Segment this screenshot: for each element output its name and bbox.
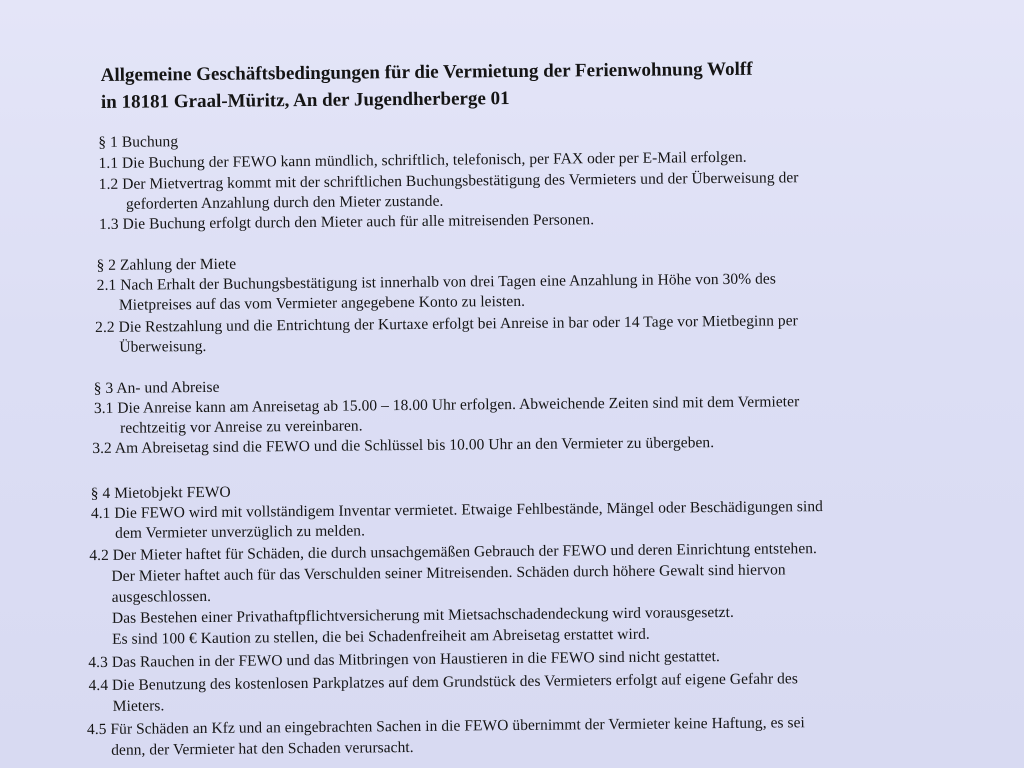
clause-2-1: 2.1 Nach Erhalt der Buchungsbestätigung ist innerhalb von drei Tagen eine Anzahlung in Höhe von 30% des [96, 270, 776, 294]
clause-4-4: 4.4 Die Benutzung des kostenlosen Parkplatzes auf dem Grundstück des Vermieters erfolgt auf eigene Gefahr des [88, 670, 798, 695]
clause-4-2-cont-2: ausgeschlossen. [111, 587, 212, 606]
clause-4-1: 4.1 Die FEWO wird mit vollständigem Inventar vermietet. Etwaige Fehlbestände, Mängel oder Beschädigungen sind [90, 498, 824, 523]
clause-2-1-cont: Mietpreises auf das vom Vermieter angegebene Konto zu leisten. [118, 292, 526, 314]
clause-3-1: 3.1 Die Anreise kann am Anreisetag ab 15.00 – 18.00 Uhr erfolgen. Abweichende Zeiten sind mit dem Vermieter [93, 393, 800, 418]
clause-4-2-insurance: Das Bestehen einer Privathaftpflichtversicherung mit Mietsachschadendeckung wird vorausgesetzt. [111, 603, 734, 627]
section-heading-1: § 1 Buchung [98, 133, 179, 151]
clause-4-1-cont: dem Vermieter unverzüglich zu melden. [115, 522, 366, 542]
document-title-line-2: in 18181 Graal-Müritz, An der Jugendherberge 01 [100, 88, 510, 113]
section-heading-2: § 2 Zahlung der Miete [96, 255, 237, 274]
document-title-line-1: Allgemeine Geschäftsbedingungen für die Vermietung der Ferienwohnung Wolff [100, 58, 753, 86]
section-heading-3: § 3 An- und Abreise [93, 378, 220, 398]
clause-4-2-cont-1: Der Mieter haftet auch für das Verschulden seiner Mitreisenden. Schäden durch höhere Gewalt sind hiervon [111, 561, 786, 585]
clause-3-2: 3.2 Am Abreisetag sind die FEWO und die Schlüssel bis 10.00 Uhr an den Vermieter zu übergeben. [92, 434, 715, 458]
clause-4-2: 4.2 Der Mieter haftet für Schäden, die durch unsachgemäßen Gebrauch der FEWO und deren Einrichtung entstehen. [89, 540, 818, 565]
clause-4-3: 4.3 Das Rauchen in der FEWO und das Mitbringen von Haustieren in die FEWO sind nicht gestattet. [88, 648, 720, 672]
clause-1-2: 1.2 Der Mietvertrag kommt mit der schriftlichen Buchungsbestätigung des Vermieters und der Überweisung der [98, 169, 799, 193]
clause-1-2-cont: geforderten Anzahlung durch den Mieter zustande. [125, 192, 444, 213]
clause-2-2-cont: Überweisung. [119, 337, 207, 356]
clause-4-4-cont: Mieters. [112, 697, 165, 715]
clause-4-2-deposit: Es sind 100 € Kaution zu stellen, die bei Schadenfreiheit am Abreisetag erstattet wird. [112, 625, 650, 648]
clause-4-5: 4.5 Für Schäden an Kfz und an eingebrachten Sachen in die FEWO übernimmt der Vermieter keine Haftung, es sei [86, 714, 805, 739]
clause-1-1: 1.1 Die Buchung der FEWO kann mündlich, schriftlich, telefonisch, per FAX oder per E-Mail erfolgen. [98, 148, 747, 172]
clause-2-2: 2.2 Die Restzahlung und die Entrichtung der Kurtaxe erfolgt bei Anreise in bar oder 14 Tage vor Mietbeginn per [95, 312, 798, 337]
clause-1-3: 1.3 Die Buchung erfolgt durch den Mieter auch für alle mitreisenden Personen. [99, 211, 595, 233]
clause-4-5-cont: denn, der Vermieter hat den Schaden verursacht. [111, 738, 414, 759]
section-heading-4: § 4 Mietobjekt FEWO [90, 483, 231, 503]
clause-3-1-cont: rechtzeitig vor Anreise zu vereinbaren. [120, 417, 363, 437]
